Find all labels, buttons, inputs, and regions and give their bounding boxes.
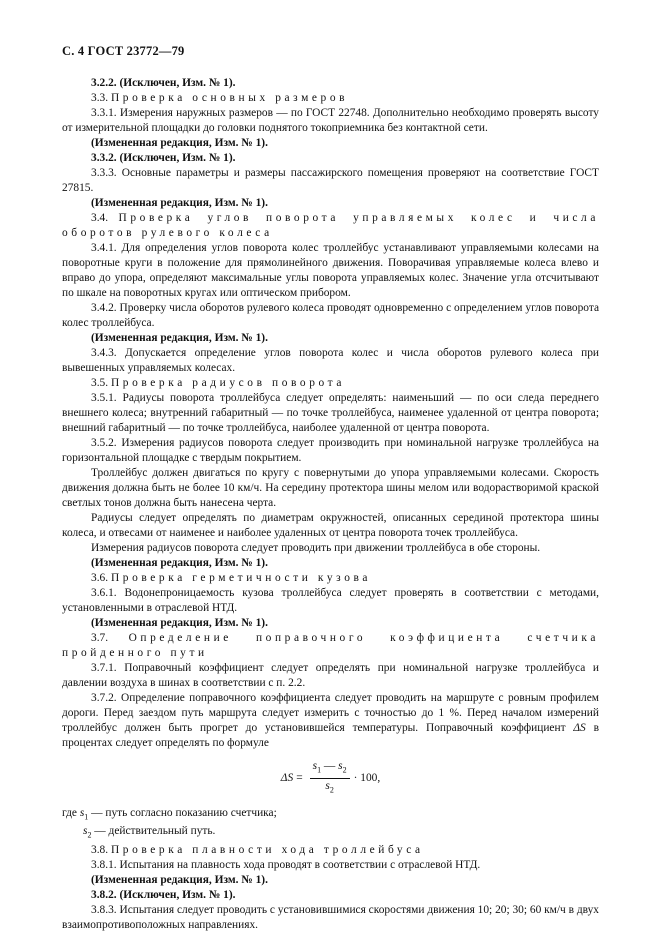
clause-3-2-2: 3.2.2. (Исключен, Изм. № 1). [91,77,236,89]
formula-sub: 2 [342,765,347,775]
section-number: 3.8. [91,843,109,856]
clause-3-3-2: 3.3.2. (Исключен, Изм. № 1). [91,152,236,164]
clause-3-8-3: 3.8.3. Испытания следует проводить с установившимися скоростями движения 10; 20; 30; 60 км/ч в двух взаимопротивоположных направлениях. [62,903,599,931]
where-word: где [62,807,77,819]
clause-3-5-2: 3.5.2. Измерения радиусов поворота следует производить при номинальной нагрузке троллейбуса на горизонтальной площадке с твердым покрытием. [62,437,599,464]
section-title: Проверка герметичности кузова [110,572,371,584]
formula-sub: 1 [317,765,322,775]
formula-fraction [310,759,350,797]
clause-text: 3.7.2. Определение поправочного коэффициента следует проводить на маршруте с ровным профилем дороги. Перед заездом путь маршрута следует измерить с точностью до 1 %. Перед началом измерений троллейбус должен быть прогрет до установившейся температуры. Поправочный коэффициент [62,692,599,734]
page-header: С. 4 ГОСТ 23772—79 [62,44,185,58]
clause-3-3-3: 3.3.3. Основные параметры и размеры пассажирского помещения проверяют на соответствие ГОСТ 27815. [62,167,599,194]
formula-multiplier: · 100, [353,771,381,784]
section-title: Проверка радиусов поворота [110,377,346,389]
where-line-2 [62,824,599,842]
section-heading-3-7 [62,631,599,661]
section-title: Определение поправочного коэффициента счетчика пройденного пути [62,632,599,659]
section-title: Проверка углов поворота управляемых колес и числа оборотов рулевого колеса [62,212,599,239]
section-heading-3-8 [62,843,599,858]
formula-sub: 2 [329,784,334,794]
formula-var: s [312,760,318,773]
paragraph: Измерения радиусов поворота следует проводить при движении троллейбуса в обе стороны. [91,542,541,554]
section-heading-3-5 [62,376,599,391]
formula-var: s [338,760,343,773]
variable: ΔS [573,722,586,734]
formula-lhs: ΔS [280,771,294,784]
amendment-note: (Измененная редакция, Изм. № 1). [91,332,268,344]
variable: s [83,825,88,838]
formula-minus: — [323,760,336,773]
paragraph: Троллейбус должен двигаться по кругу с повернутыми до упора управляемыми колесами. Скорость движения должна быть не более 10 км/ч. На середину протектора шины мелом или водорастворимой краской светлых тонов должна быть нанесена черта. [62,467,599,509]
clause-3-6-1: 3.6.1. Водонепроницаемость кузова троллейбуса следует проверять в соответствии с методами, установленными в отраслевой НТД. [62,587,599,614]
clause-text: в процентах следует определять по формуле [62,722,599,749]
formula-var: s [325,779,330,792]
clause-3-7-1: 3.7.1. Поправочный коэффициент следует определять при номинальной нагрузке троллейбуса и давлении воздуха в шинах в соответствии с п. 2.2. [62,662,599,689]
where-text: — путь согласно показанию счетчика; [91,807,277,819]
section-title: Проверка основных размеров [110,92,349,104]
amendment-note: (Измененная редакция, Изм. № 1). [91,137,268,149]
formula [62,760,599,796]
section-number: 3.6. [91,572,109,584]
where-text: — действительный путь. [94,825,216,838]
clause-3-3-1: 3.3.1. Измерения наружных размеров — по ГОСТ 22748. Дополнительно необходимо проверять высоту от измерительной площадки до головки поднятого токоприемника без контактной сети. [62,107,599,134]
where-line-1 [62,806,599,824]
paragraph: Радиусы следует определять по диаметрам окружностей, описанных серединой протектора шины колеса, и отвесами от наименее и наиболее удаленных от центра поворота точек троллейбуса. [62,512,599,539]
clause-3-4-2: 3.4.2. Проверку числа оборотов рулевого колеса проводят одновременно с определением углов поворота колес троллейбуса. [62,302,599,329]
variable-sub: 2 [87,830,92,840]
clause-3-4-1: 3.4.1. Для определения углов поворота колес троллейбус устанавливают управляемыми колесами на поворотные круги в положение для прямолинейного движения. Поворачивая управляемые колеса влево и вправо до упора, определяют максимальные углы поворота управляемых колес. Значение угла отсчитывают по шкале на поворотных кругах или оптическом прибором. [62,242,599,299]
variable-sub: 1 [84,812,89,822]
section-heading-3-4 [62,211,599,241]
section-title: Проверка плавности хода троллейбуса [110,843,424,856]
amendment-note: (Измененная редакция, Изм. № 1). [91,197,268,209]
section-number: 3.4. [91,212,109,224]
formula-numerator [310,759,350,778]
clause-3-5-1: 3.5.1. Радиусы поворота троллейбуса следует определять: наименьший — по оси следа переднего внешнего колеса; внутренний габаритный — по точке троллейбуса, наименее удаленной от центра поворота; внешний габаритный — по точке троллейбуса, наиболее удаленной от центра поворота. [62,392,599,434]
clause-3-8-1: 3.8.1. Испытания на плавность хода проводят в соответствии с отраслевой НТД. [91,858,481,871]
formula-equals: = [296,771,303,784]
clause-3-7-2 [62,691,599,751]
amendment-note: (Измененная редакция, Изм. № 1). [91,557,268,569]
variable: s [79,807,85,819]
section-number: 3.7. [91,632,109,644]
document-body [62,76,599,933]
section-heading-3-6 [62,571,599,586]
clause-3-4-3: 3.4.3. Допускается определение углов поворота колес и числа оборотов рулевого колеса при вывешенных управляемых колесах. [62,347,599,374]
formula-denominator [325,779,333,797]
section-number: 3.5. [91,377,109,389]
section-number: 3.3. [91,92,109,104]
amendment-note: (Измененная редакция, Изм. № 1). [91,873,268,886]
clause-3-8-2: 3.8.2. (Исключен, Изм. № 1). [91,888,236,901]
amendment-note: (Измененная редакция, Изм. № 1). [91,617,268,629]
section-heading-3-3 [62,91,599,106]
